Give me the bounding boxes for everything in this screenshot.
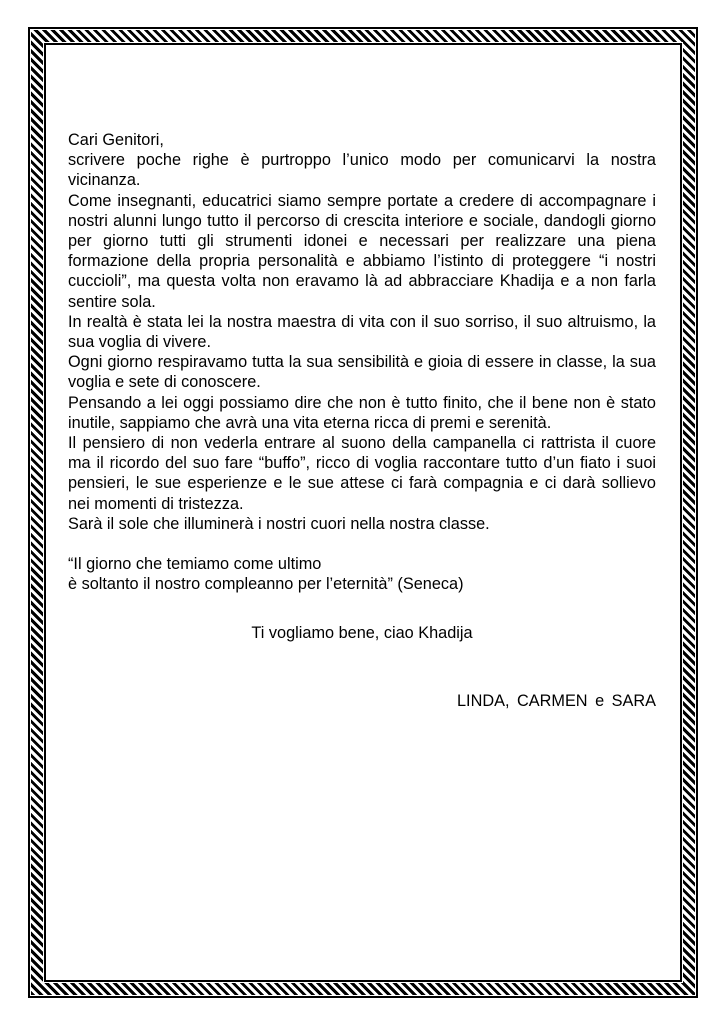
paragraph: In realtà è stata lei la nostra maestra di vita con il suo sorriso, il suo altruismo, la sua voglia di vivere. [68,312,656,352]
spacer [68,643,656,671]
signature: LINDA, CARMEN e SARA [457,692,656,711]
paragraph: Come insegnanti, educatrici siamo sempre portate a credere di accompagnare i nostri alunni lungo tutto il percorso di crescita interiore e sociale, dandogli giorno per giorno tutti gli strumenti idonei e necessari per realizzare una piena formazione della propria personalità e abbiamo l’istinto di proteggere “i nostri cuccioli”, ma questa volta non eravamo là ad abbracciare Khadija e a non farla sentire sola. [68,191,656,311]
paragraph: scrivere poche righe è purtroppo l’unico modo per comunicarvi la nostra vicinanza. [68,151,656,190]
quote-line: è soltanto il nostro compleanno per l’eternità” (Seneca) [68,575,464,594]
paragraph: Il pensiero di non vederla entrare al suono della campanella ci rattrista il cuore ma il ricordo del suo fare “buffo”, ricco di voglia raccontare tutto d’un fiato i suoi pensieri, le sue esperienze e le sue attese ci farà compagnia e ci darà sollievo nei momenti di tristezza. [68,434,656,513]
spacer [68,534,656,554]
closing-line: Ti vogliamo bene, ciao Khadija [251,623,473,642]
paragraph: Sarà il sole che illuminerà i nostri cuori nella nostra classe. [68,514,490,533]
salutation: Cari Genitori, [68,131,164,149]
letter-body [68,130,656,711]
paragraph: Pensando a lei oggi possiamo dire che non è tutto finito, che il bene non è stato inutile, sappiamo che avrà una vita eterna ricca di premi e serenità. [68,393,656,432]
spacer [68,595,656,623]
spacer [68,671,656,691]
quote-line: “Il giorno che temiamo come ultimo [68,555,322,574]
paragraph: Ogni giorno respiravamo tutta la sua sensibilità e gioia di essere in classe, la sua voglia e sete di conoscere. [68,353,656,392]
